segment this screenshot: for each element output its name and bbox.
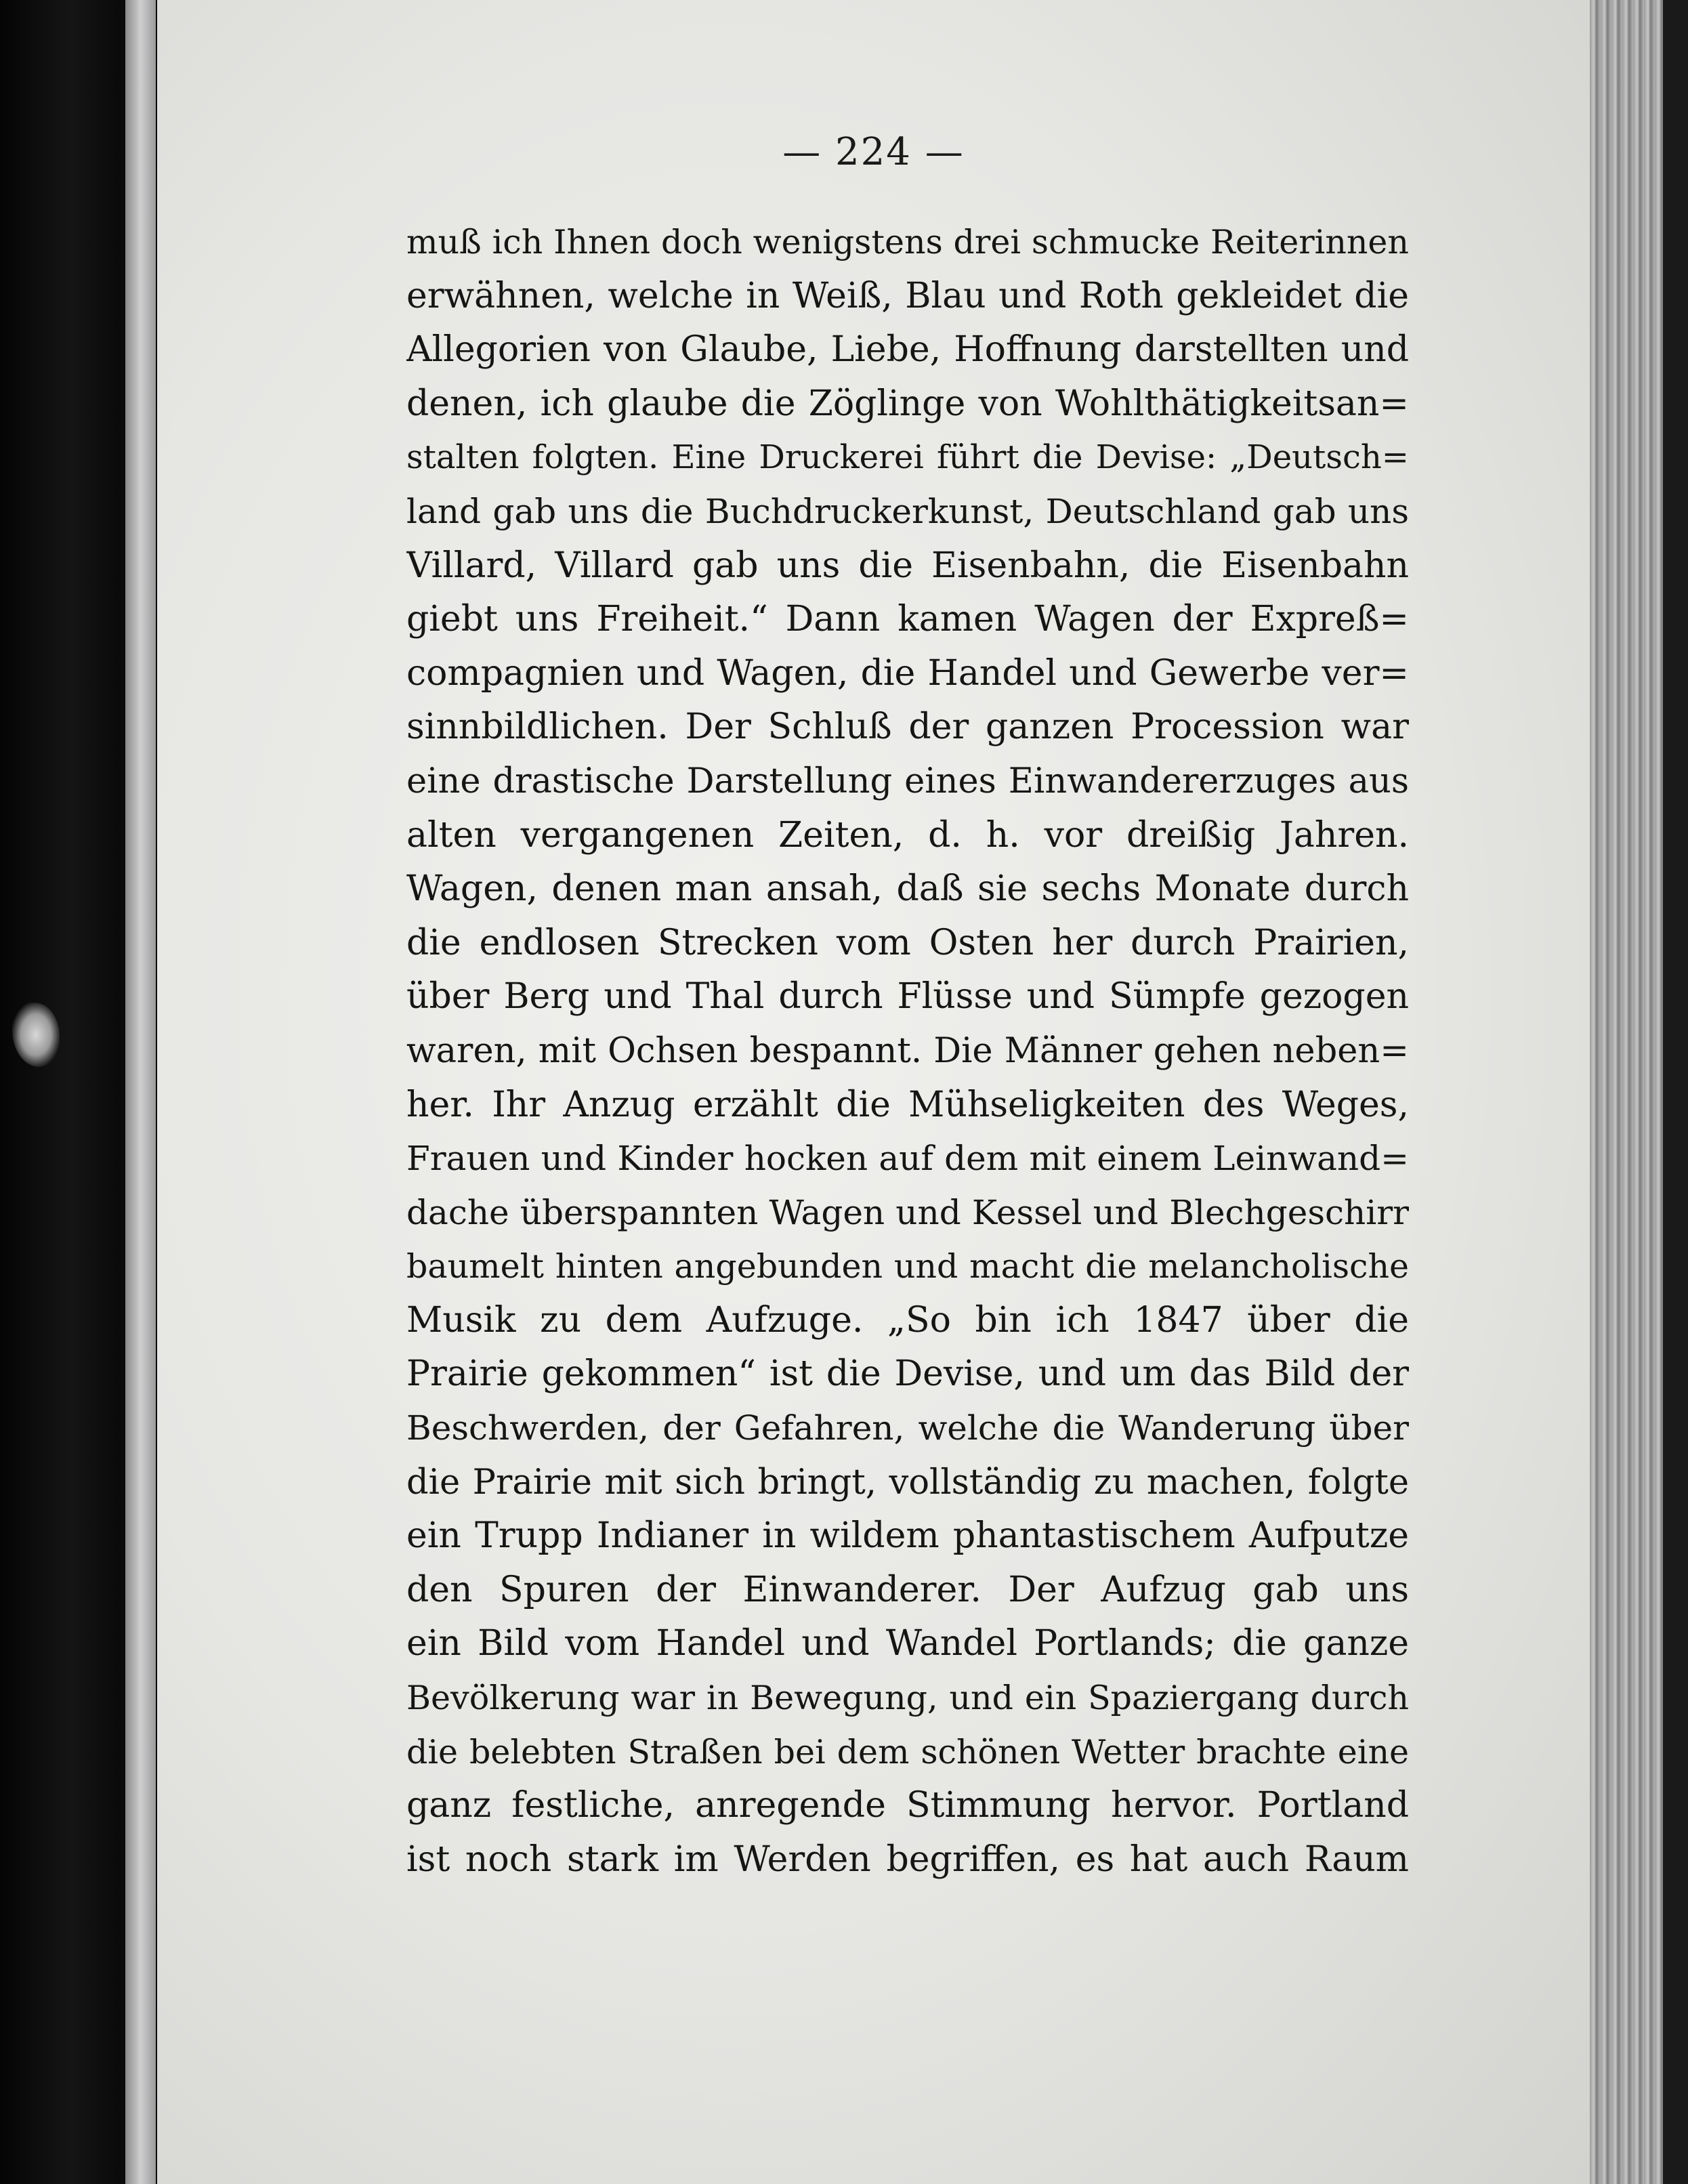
text-line: waren, mit Ochsen bespannt. Die Männer gehen neben=: [406, 1030, 1409, 1071]
text-line: die endlosen Strecken vom Osten her durch Prairien,: [406, 922, 1409, 963]
text-line: Frauen und Kinder hocken auf dem mit einem Leinwand=: [406, 1139, 1409, 1179]
text-line: Beschwerden, der Gefahren, welche die Wanderung über: [406, 1408, 1409, 1448]
text-line: baumelt hinten angebunden und macht die melancholische: [406, 1247, 1409, 1286]
scan-border-right: [1663, 0, 1688, 2184]
text-line: Prairie gekommen“ ist die Devise, und um das Bild der: [406, 1353, 1409, 1395]
body-text: [406, 215, 1409, 1887]
text-line: denen, ich glaube die Zöglinge von Wohlthätigkeitsan=: [406, 383, 1409, 424]
text-line: dache überspannten Wagen und Kessel und Blechgeschirr: [406, 1192, 1409, 1232]
text-line: compagnien und Wagen, die Handel und Gewerbe ver=: [406, 652, 1409, 694]
text-line: Musik zu dem Aufzuge. „So bin ich 1847 über die: [406, 1299, 1409, 1341]
paper-speck: [12, 1003, 60, 1067]
text-line: stalten folgten. Eine Druckerei führt die Devise: „Deutsch=: [406, 438, 1409, 477]
text-line: Bevölkerung war in Bewegung, und ein Spaziergang durch: [406, 1679, 1409, 1718]
text-line: sinnbildlichen. Der Schluß der ganzen Procession war: [406, 707, 1409, 748]
text-line: her. Ihr Anzug erzählt die Mühseligkeiten des Weges,: [406, 1084, 1409, 1125]
text-line: über Berg und Thal durch Flüsse und Sümpfe gezogen: [406, 976, 1409, 1017]
text-line: den Spuren der Einwanderer. Der Aufzug gab uns: [406, 1569, 1409, 1610]
text-line: land gab uns die Buchdruckerkunst, Deutschland gab uns: [406, 491, 1409, 531]
facing-page-edge: [125, 0, 156, 2184]
text-line: eine drastische Darstellung eines Einwandererzuges aus: [406, 761, 1409, 801]
text-line: erwähnen, welche in Weiß, Blau und Roth gekleidet die: [406, 275, 1409, 316]
text-line: ein Trupp Indianer in wildem phantastischem Aufputze: [406, 1515, 1409, 1557]
text-line: die Prairie mit sich bringt, vollständig zu machen, folgte: [406, 1462, 1409, 1503]
text-line: Villard, Villard gab uns die Eisenbahn, die Eisenbahn: [406, 545, 1409, 586]
text-line: ganz festliche, anregende Stimmung hervor. Portland: [406, 1785, 1409, 1826]
binding-shadow: [0, 0, 119, 2184]
text-line: alten vergangenen Zeiten, d. h. vor dreißig Jahren.: [406, 814, 1409, 856]
text-line: ein Bild vom Handel und Wandel Portlands; die ganze: [406, 1623, 1409, 1664]
text-line: die belebten Straßen bei dem schönen Wetter brachte eine: [406, 1732, 1409, 1771]
text-line: Allegorien von Glaube, Liebe, Hoffnung darstellten und: [406, 329, 1409, 371]
page-number: — 224 —: [782, 130, 965, 174]
text-line: giebt uns Freiheit.“ Dann kamen Wagen der Expreß=: [406, 599, 1409, 640]
text-line: Wagen, denen man ansah, daß sie sechs Monate durch: [406, 868, 1409, 910]
text-line: muß ich Ihnen doch wenigstens drei schmucke Reiterinnen: [406, 223, 1409, 261]
text-line: ist noch stark im Werden begriffen, es hat auch Raum: [406, 1839, 1409, 1880]
